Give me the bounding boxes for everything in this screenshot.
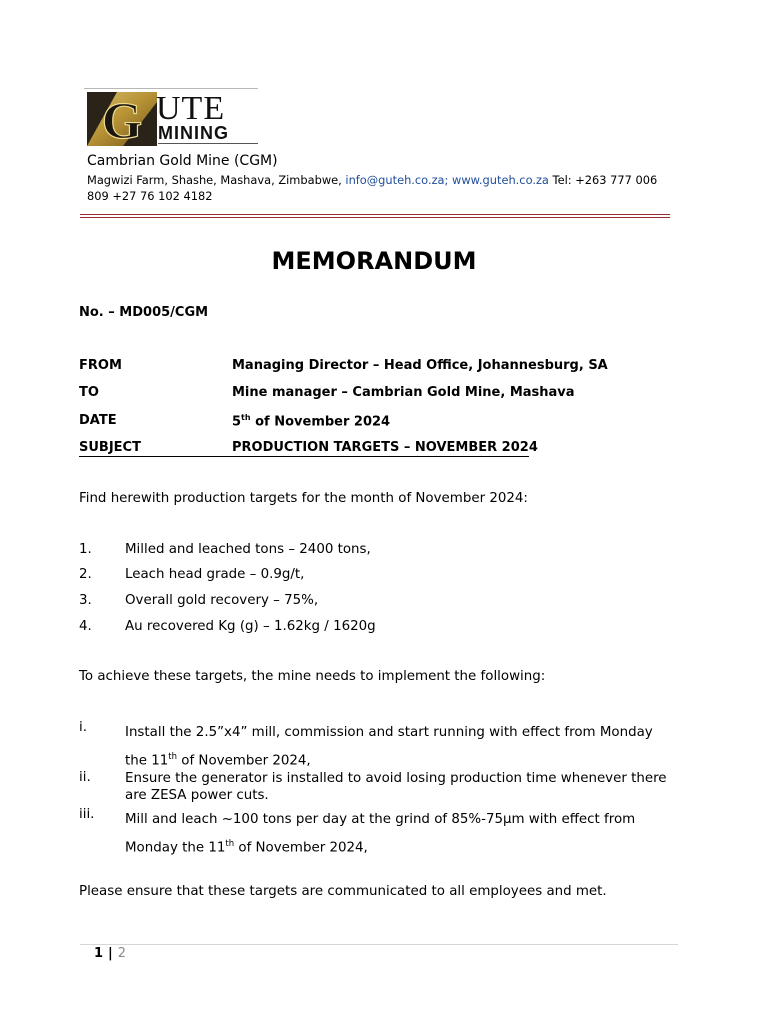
date-ordinal: th <box>241 413 251 422</box>
gute-g-emblem-icon <box>87 92 157 146</box>
telephone-line-2: 809 +27 76 102 4182 <box>87 189 213 203</box>
target-number: 2. <box>79 567 92 582</box>
current-page: 1 <box>94 946 104 961</box>
page-separator: | <box>108 946 113 961</box>
action-item <box>125 807 675 860</box>
logo-word-mining: MINING <box>158 123 229 143</box>
footer-divider <box>80 944 678 945</box>
to-label: TO <box>79 385 99 400</box>
action-line: of November 2024, <box>177 753 311 769</box>
target-item: Leach head grade – 0.9g/t, <box>125 567 305 582</box>
action-line: Mill and leach ~100 tons per day at the grind of 85%-75µm with effect from <box>125 812 636 827</box>
link-separator: ; <box>444 173 453 187</box>
header-divider-bottom <box>80 217 670 218</box>
action-line: Monday the 11 <box>125 840 226 856</box>
action-number: i. <box>79 720 87 735</box>
from-value: Managing Director – Head Office, Johannesburg, SA <box>232 358 608 373</box>
to-value: Mine manager – Cambrian Gold Mine, Mashava <box>232 385 575 400</box>
from-label: FROM <box>79 358 122 373</box>
action-line: Install the 2.5”x4” mill, commission and start running with effect from Monday <box>125 725 653 740</box>
action-number: iii. <box>79 807 95 822</box>
telephone-line-1: Tel: +263 777 006 <box>548 173 658 187</box>
company-address <box>87 172 677 204</box>
logo-rule <box>84 88 258 89</box>
action-item <box>125 720 675 773</box>
date-label: DATE <box>79 413 117 428</box>
intro-paragraph: Find herewith production targets for the month of November 2024: <box>79 491 528 506</box>
action-item <box>125 770 675 804</box>
action-line: of November 2024, <box>234 840 368 856</box>
target-item: Overall gold recovery – 75%, <box>125 593 319 608</box>
ordinal-suffix: th <box>168 752 178 762</box>
website-link[interactable]: www.guteh.co.za <box>452 173 549 187</box>
target-number: 3. <box>79 593 92 608</box>
logo-underline <box>158 143 258 144</box>
action-number: ii. <box>79 770 91 785</box>
target-number: 1. <box>79 542 92 557</box>
address-text: Magwizi Farm, Shashe, Mashava, Zimbabwe, <box>87 173 346 187</box>
company-name: Cambrian Gold Mine (CGM) <box>87 153 278 169</box>
subject-underline <box>79 456 529 457</box>
action-line: the 11 <box>125 753 169 769</box>
subject-label: SUBJECT <box>79 440 141 455</box>
target-item: Milled and leached tons – 2400 tons, <box>125 542 371 557</box>
company-logo <box>84 88 260 150</box>
email-link[interactable]: info@guteh.co.za <box>345 173 445 187</box>
target-number: 4. <box>79 619 92 634</box>
target-item: Au recovered Kg (g) – 1.62kg / 1620g <box>125 619 376 634</box>
actions-intro: To achieve these targets, the mine needs to implement the following: <box>79 669 546 684</box>
logo-word-ute: UTE <box>156 90 226 127</box>
action-line: Ensure the generator is installed to avoid losing production time whenever there <box>125 771 667 786</box>
date-day: 5 <box>232 414 242 430</box>
subject-value: PRODUCTION TARGETS – NOVEMBER 2024 <box>232 440 538 455</box>
date-rest: of November 2024 <box>250 414 391 430</box>
svg-text:G: G <box>101 93 143 146</box>
total-pages: 2 <box>117 946 127 961</box>
memo-number: No. – MD005/CGM <box>79 305 209 320</box>
closing-paragraph: Please ensure that these targets are communicated to all employees and met. <box>79 884 607 899</box>
page-number <box>94 946 126 961</box>
ordinal-suffix: th <box>225 839 235 849</box>
memo-title: MEMORANDUM <box>271 247 477 275</box>
header-divider-top <box>80 214 670 215</box>
action-line: are ZESA power cuts. <box>125 788 269 803</box>
date-value <box>232 413 390 429</box>
